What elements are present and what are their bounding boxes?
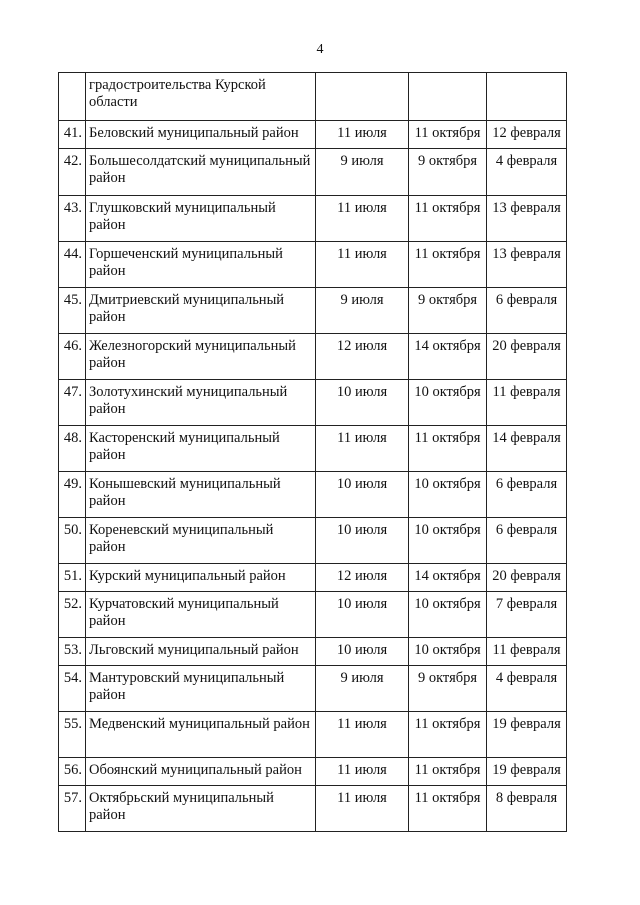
row-number: 46. — [59, 334, 86, 380]
date-october: 10 октября — [409, 592, 487, 638]
date-february: 6 февраля — [487, 472, 567, 518]
table-row — [59, 334, 567, 380]
date-october — [409, 73, 487, 121]
date-july: 9 июля — [316, 288, 409, 334]
date-july: 12 июля — [316, 564, 409, 592]
date-october: 10 октября — [409, 518, 487, 564]
date-october: 11 октября — [409, 121, 487, 149]
date-october: 10 октября — [409, 472, 487, 518]
date-february: 11 февраля — [487, 638, 567, 666]
date-october: 9 октября — [409, 149, 487, 196]
date-february: 19 февраля — [487, 758, 567, 786]
row-number: 54. — [59, 666, 86, 712]
date-july — [316, 73, 409, 121]
date-july: 9 июля — [316, 666, 409, 712]
date-february — [487, 73, 567, 121]
date-october: 11 октября — [409, 786, 487, 832]
date-july: 11 июля — [316, 758, 409, 786]
table-row — [59, 426, 567, 472]
district-name: Большесолдатский муниципальный район — [86, 149, 316, 196]
date-february: 20 февраля — [487, 564, 567, 592]
date-october: 14 октября — [409, 334, 487, 380]
date-july: 11 июля — [316, 196, 409, 242]
date-july: 10 июля — [316, 638, 409, 666]
district-name: Обоянский муниципальный район — [86, 758, 316, 786]
row-number: 55. — [59, 712, 86, 758]
row-number: 57. — [59, 786, 86, 832]
table-row — [59, 380, 567, 426]
date-july: 10 июля — [316, 472, 409, 518]
row-number: 52. — [59, 592, 86, 638]
district-name: Глушковский муниципальный район — [86, 196, 316, 242]
date-february: 4 февраля — [487, 149, 567, 196]
date-february: 8 февраля — [487, 786, 567, 832]
date-october: 10 октября — [409, 638, 487, 666]
row-number: 45. — [59, 288, 86, 334]
table-row — [59, 592, 567, 638]
date-february: 12 февраля — [487, 121, 567, 149]
row-number: 53. — [59, 638, 86, 666]
table-row — [59, 73, 567, 121]
district-name: Октябрьский муниципальный район — [86, 786, 316, 832]
row-number: 41. — [59, 121, 86, 149]
date-july: 12 июля — [316, 334, 409, 380]
row-number: 51. — [59, 564, 86, 592]
district-name: Медвенский муниципальный район — [86, 712, 316, 758]
table-row — [59, 288, 567, 334]
date-october: 11 октября — [409, 712, 487, 758]
date-july: 11 июля — [316, 121, 409, 149]
district-name: Кореневский муниципальный район — [86, 518, 316, 564]
date-february: 6 февраля — [487, 288, 567, 334]
row-number: 44. — [59, 242, 86, 288]
district-name: Горшеченский муниципальный район — [86, 242, 316, 288]
date-october: 11 октября — [409, 758, 487, 786]
date-february: 13 февраля — [487, 242, 567, 288]
table-row — [59, 149, 567, 196]
district-name: Конышевский муниципальный район — [86, 472, 316, 518]
district-name: Касторенский муниципальный район — [86, 426, 316, 472]
table-row — [59, 121, 567, 149]
district-name: Железногорский муниципальный район — [86, 334, 316, 380]
table-row — [59, 638, 567, 666]
district-name: Беловский муниципальный район — [86, 121, 316, 149]
schedule-table — [58, 72, 567, 832]
district-name: Курский муниципальный район — [86, 564, 316, 592]
date-february: 19 февраля — [487, 712, 567, 758]
date-october: 10 октября — [409, 380, 487, 426]
date-july: 11 июля — [316, 242, 409, 288]
date-july: 10 июля — [316, 380, 409, 426]
table-row — [59, 196, 567, 242]
row-number: 48. — [59, 426, 86, 472]
table-row — [59, 786, 567, 832]
district-name: Золотухинский муниципальный район — [86, 380, 316, 426]
table-row — [59, 242, 567, 288]
date-february: 4 февраля — [487, 666, 567, 712]
district-name: Дмитриевский муниципальный район — [86, 288, 316, 334]
row-number: 56. — [59, 758, 86, 786]
page-number: 4 — [316, 42, 324, 57]
table-row — [59, 518, 567, 564]
date-july: 10 июля — [316, 518, 409, 564]
district-name: Мантуровский муниципальный район — [86, 666, 316, 712]
table-row — [59, 564, 567, 592]
date-october: 14 октября — [409, 564, 487, 592]
date-february: 14 февраля — [487, 426, 567, 472]
date-july: 11 июля — [316, 712, 409, 758]
district-name: градостроительства Курской области — [86, 73, 316, 121]
row-number: 43. — [59, 196, 86, 242]
date-february: 7 февраля — [487, 592, 567, 638]
row-number — [59, 73, 86, 121]
date-july: 11 июля — [316, 786, 409, 832]
table-row — [59, 472, 567, 518]
date-july: 11 июля — [316, 426, 409, 472]
date-october: 11 октября — [409, 242, 487, 288]
table-row — [59, 666, 567, 712]
row-number: 42. — [59, 149, 86, 196]
date-february: 11 февраля — [487, 380, 567, 426]
date-october: 9 октября — [409, 666, 487, 712]
row-number: 50. — [59, 518, 86, 564]
row-number: 49. — [59, 472, 86, 518]
date-october: 11 октября — [409, 426, 487, 472]
district-name: Курчатовский муниципальный район — [86, 592, 316, 638]
date-july: 10 июля — [316, 592, 409, 638]
date-october: 11 октября — [409, 196, 487, 242]
date-october: 9 октября — [409, 288, 487, 334]
date-july: 9 июля — [316, 149, 409, 196]
date-february: 20 февраля — [487, 334, 567, 380]
district-name: Льговский муниципальный район — [86, 638, 316, 666]
table-row — [59, 712, 567, 758]
row-number: 47. — [59, 380, 86, 426]
table-row — [59, 758, 567, 786]
date-february: 6 февраля — [487, 518, 567, 564]
date-february: 13 февраля — [487, 196, 567, 242]
